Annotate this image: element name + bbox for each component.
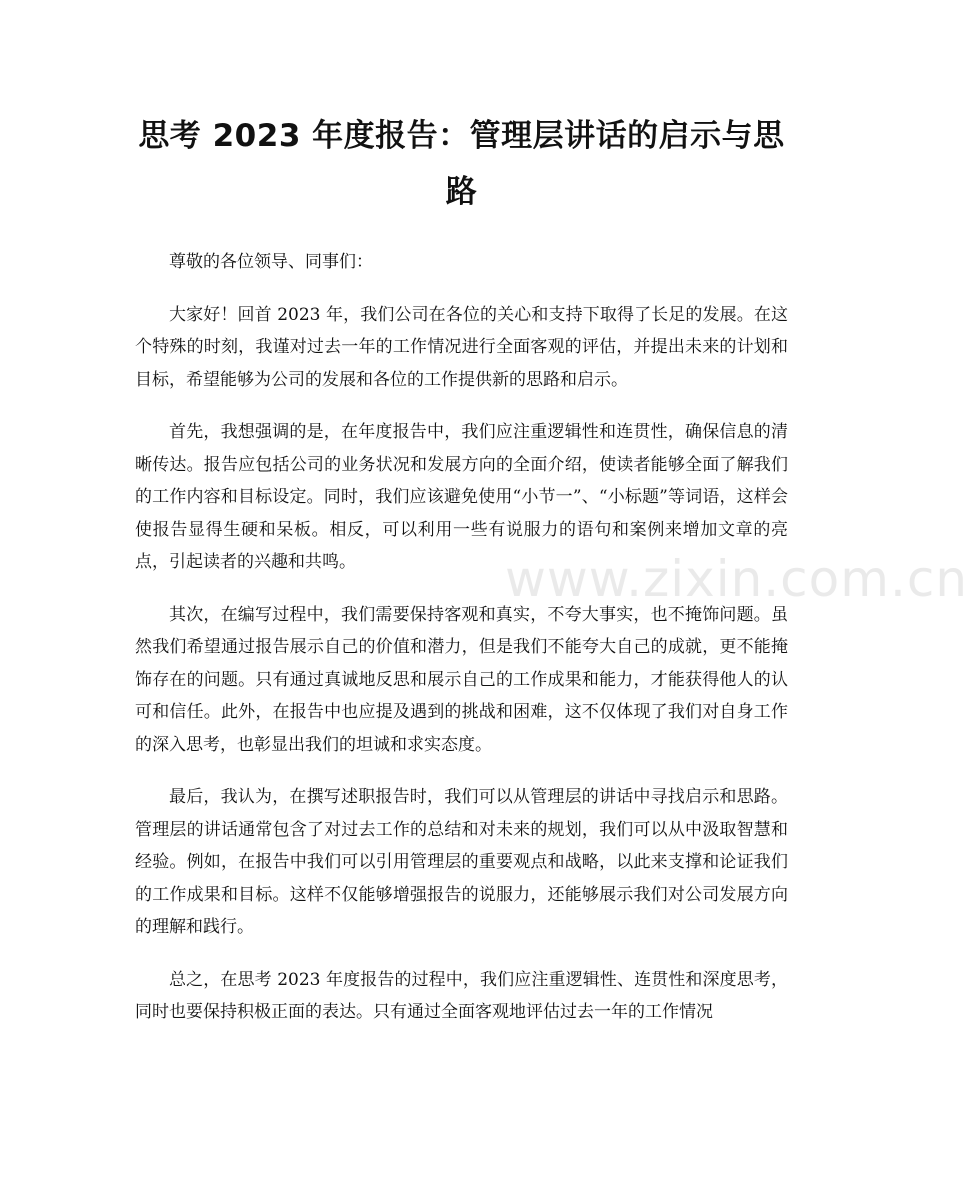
conclusion-paragraph: 总之，在思考 2023 年度报告的过程中，我们应注重逻辑性、连贯性和深度思考，同时也要保持积极正面的表达。只有通过全面客观地评估过去一年的工作情况 — [135, 969, 788, 1022]
salutation-paragraph: 尊敬的各位领导、同事们： — [169, 252, 373, 272]
first-point-paragraph: 首先，我想强调的是，在年度报告中，我们应注重逻辑性和连贯性，确保信息的清晰传达。报告应包括公司的业务状况和发展方向的全面介绍，使读者能够全面了解我们的工作内容和目标设定。同时，我们应该避免使用“小节一”、“小标题”等词语，这样会使报告显得生硬和呆板。相反，可以利用一些有说服力的语句和案例来增加文章的亮点，引起读者的兴趣和共鸣。 — [135, 422, 788, 572]
document-title: 思考 2023 年度报告：管理层讲话的启示与思路 — [138, 118, 785, 210]
final-point-paragraph: 最后，我认为，在撰写述职报告时，我们可以从管理层的讲话中寻找启示和思路。管理层的讲话通常包含了对过去工作的总结和对未来的规划，我们可以从中汲取智慧和经验。例如，在报告中我们可以引用管理层的重要观点和战略，以此来支撑和论证我们的工作成果和目标。这样不仅能够增强报告的说服力，还能够展示我们对公司发展方向的理解和践行。 — [135, 787, 788, 937]
watermark: www.zixin.com.cn — [505, 550, 968, 608]
intro-paragraph: 大家好！回首 2023 年，我们公司在各位的关心和支持下取得了长足的发展。在这个特殊的时刻，我谨对过去一年的工作情况进行全面客观的评估，并提出未来的计划和目标，希望能够为公司的发展和各位的工作提供新的思路和启示。 — [135, 304, 788, 390]
second-point-paragraph: 其次，在编写过程中，我们需要保持客观和真实，不夸大事实，也不掩饰问题。虽然我们希望通过报告展示自己的价值和潜力，但是我们不能夸大自己的成就，更不能掩饰存在的问题。只有通过真诚地反思和展示自己的工作成果和能力，才能获得他人的认可和信任。此外，在报告中也应提及遇到的挑战和困难，这不仅体现了我们对自身工作的深入思考，也彰显出我们的坦诚和求实态度。 — [135, 604, 788, 755]
